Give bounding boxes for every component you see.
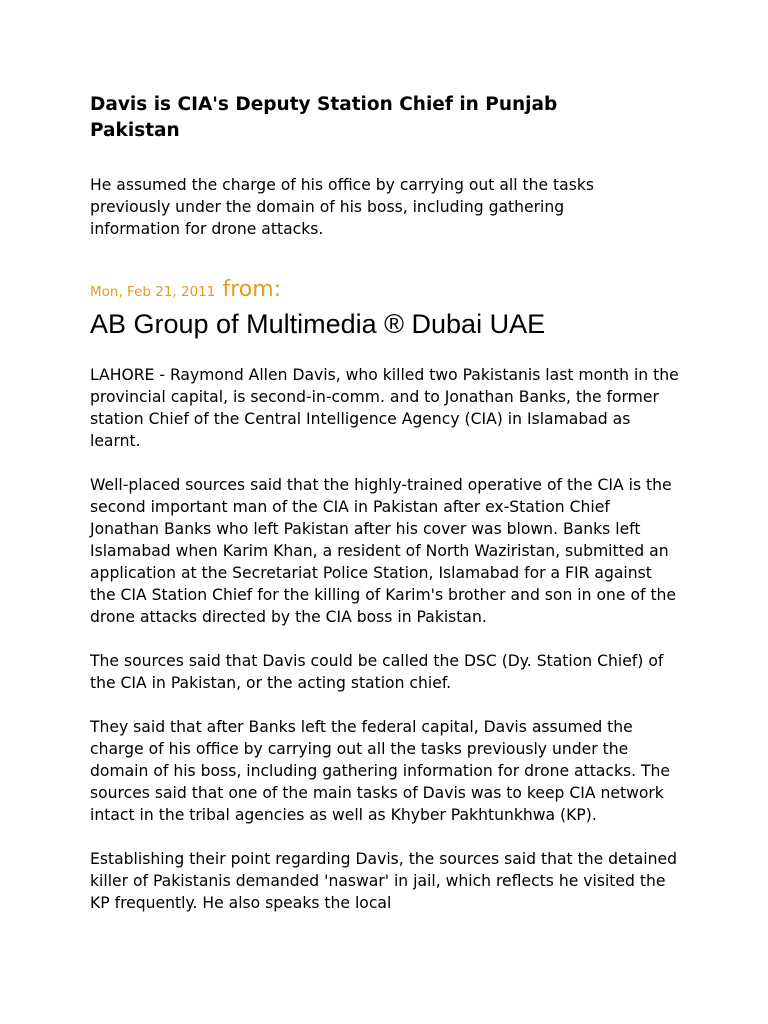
article-paragraph: Establishing their point regarding Davis, the sources said that the detained killer of Pakistanis demanded 'naswar' in jail, which reflects he visited the KP frequently. He also speaks the local [90,850,678,912]
article-date: Mon, Feb 21, 2011 [90,284,216,300]
article-meta [90,278,728,304]
article-deck: He assumed the charge of his office by carrying out all the tasks previously under the domain of his boss, including gathering information for drone attacks. [90,176,595,238]
article-paragraph: The sources said that Davis could be called the DSC (Dy. Station Chief) of the CIA in Pakistan, or the acting station chief. [90,652,664,692]
from-label: from: [222,277,282,302]
article-headline: Davis is CIA's Deputy Station Chief in Punjab Pakistan [90,94,558,141]
article-source: AB Group of Multimedia ® Dubai UAE [90,309,546,339]
article-paragraph: Well-placed sources said that the highly-trained operative of the CIA is the second important man of the CIA in Pakistan after ex-Station Chief Jonathan Banks who left Pakistan after his cover was blown. Banks left Islamabad when Karim Khan, a resident of North Waziristan, submitted an application at the Secretariat Police Station, Islamabad for a FIR against the CIA Station Chief for the killing of Karim's brother and son in one of the drone attacks directed by the CIA boss in Pakistan. [90,476,677,626]
article-paragraph: They said that after Banks left the federal capital, Davis assumed the charge of his office by carrying out all the tasks previously under the domain of his boss, including gathering information for drone attacks. The sources said that one of the main tasks of Davis was to keep CIA network intact in the tribal agencies as well as Khyber Pakhtunkhwa (KP). [90,718,671,824]
article-paragraph: LAHORE - Raymond Allen Davis, who killed two Pakistanis last month in the provincial capital, is second-in-comm. and to Jonathan Banks, the former station Chief of the Central Intelligence Agency (CIA) in Islamabad as learnt. [90,366,679,450]
